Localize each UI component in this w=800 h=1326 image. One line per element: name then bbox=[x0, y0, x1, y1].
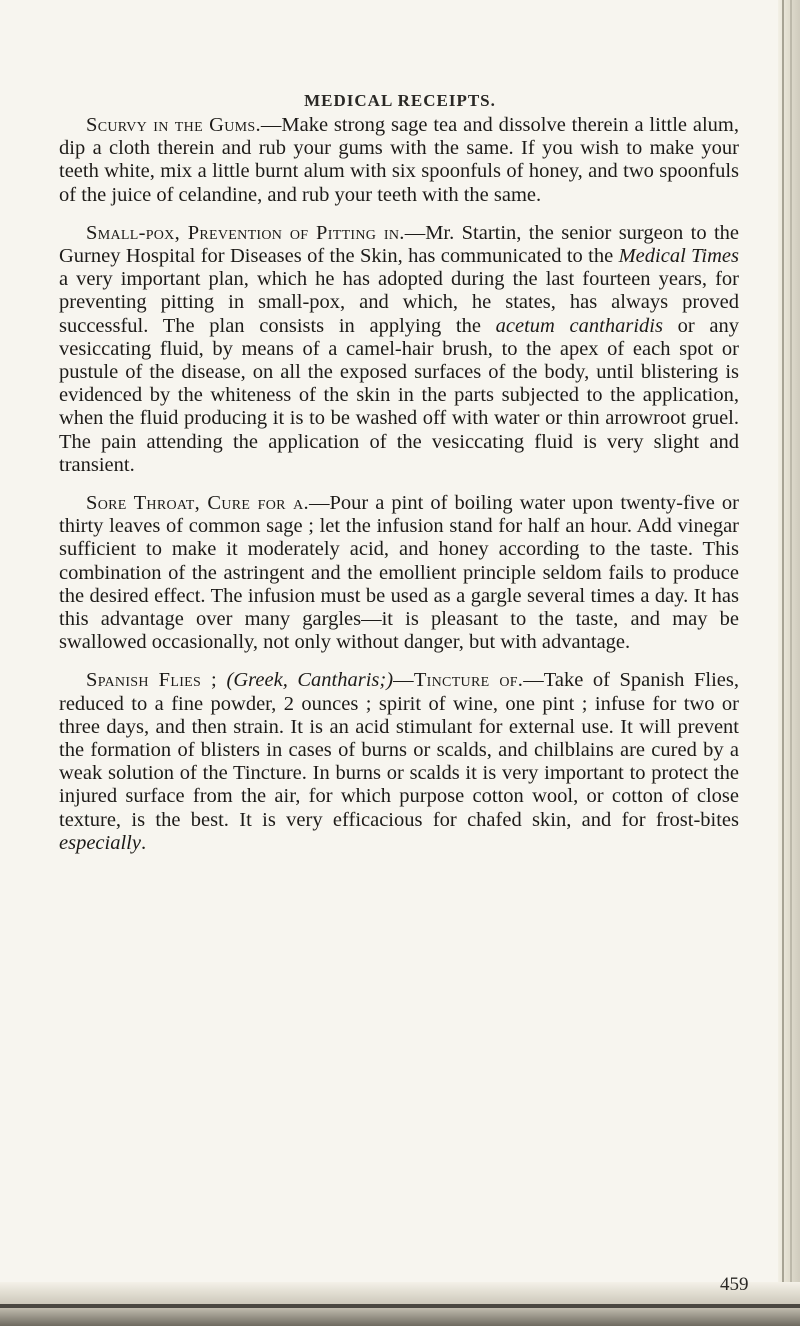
entry-heading: Small-pox, Prevention of Pitting in. bbox=[86, 221, 405, 244]
entry-heading: Spanish Flies ; bbox=[86, 669, 217, 692]
entry-dash: — bbox=[404, 221, 426, 244]
entry-dash: — bbox=[260, 114, 282, 136]
emphasis: especially bbox=[59, 831, 141, 854]
entry-body: Take of Spanish Flies, reduced to a fine powder, 2 ounces ; spirit of wine, one pint ; infuse for two or three days, and then strain. It is an acid stimulant for external use. It will prevent the formation of blisters in cases of burns or scalds, and chilblains are cured by a weak solution of the Tincture. In burns or scalds it is very important to protect the injured surface from the air, for which purpose cotton wool, or cotton of close texture, is the best. It is very efficacious for chafed skin, and for frost-bites bbox=[59, 669, 739, 831]
page-bottom-edge bbox=[0, 1304, 800, 1308]
body-text bbox=[59, 114, 739, 870]
entry-heading: Sore Throat, Cure for a. bbox=[86, 492, 309, 515]
entry-spanish-flies bbox=[59, 669, 739, 855]
entry-small-pox bbox=[59, 222, 739, 477]
page-edge-line bbox=[790, 0, 792, 1326]
entry-body: Pour a pint of boiling water upon twenty-five or thirty leaves of common sage ; let the infusion stand for half an hour. Add vinegar sufficient to make it moderately acid, and honey according to the taste. This combination of the astringent and the emollient principle seldom fails to produce the desired effect. The infusion must be used as a gargle several times a day. It has this advantage over many gargles—it is pleasant to the taste, and may be swallowed occasionally, not only without danger, but with advantage. bbox=[59, 492, 739, 654]
page-number: 459 bbox=[720, 1274, 749, 1295]
entry-body: Mr. Startin, the senior surgeon to the Gurney Hospital for Diseases of the Skin, has communicated to the bbox=[59, 221, 739, 268]
publication-title: Medical Times bbox=[618, 245, 740, 268]
latin-term: acetum cantharidis bbox=[495, 314, 663, 337]
entry-heading: Scurvy in the Gums. bbox=[86, 114, 261, 136]
running-head: MEDICAL RECEIPTS. bbox=[304, 91, 496, 110]
entry-scurvy bbox=[59, 114, 739, 207]
entry-body: or any vesiccating fluid, by means of a camel-hair brush, to the apex of each spot or pustule of the disease, on all the exposed surfaces of the body, until blistering is evidenced by the whiteness of the skin in the parts subjected to the application, when the fluid producing it is to be washed off with water or thin arrowroot gruel. The pain attending the application of the vesiccating fluid is very slight and transient. bbox=[59, 314, 739, 476]
entry-dash: — bbox=[523, 669, 544, 692]
entry-body: Make strong sage tea and dissolve therein a little alum, dip a cloth therein and rub your gums with the same. If you wish to make your teeth white, mix a little burnt alum with six spoonfuls of honey, and two spoonfuls of the juice of celandine, and rub your teeth with the same. bbox=[59, 114, 739, 206]
entry-heading-paren: (Greek, Cantharis;) bbox=[226, 669, 394, 692]
entry-heading: —Tincture of. bbox=[393, 669, 524, 692]
entry-body: . bbox=[140, 831, 147, 854]
entry-sore-throat bbox=[59, 492, 739, 654]
page-edge-line bbox=[782, 0, 784, 1326]
entry-body: a very important plan, which he has adopted during the last fourteen years, for preventing pitting in small-pox, and which, he states, has always proved successful. The plan consists in applying the bbox=[59, 268, 739, 337]
entry-dash: — bbox=[308, 492, 330, 515]
